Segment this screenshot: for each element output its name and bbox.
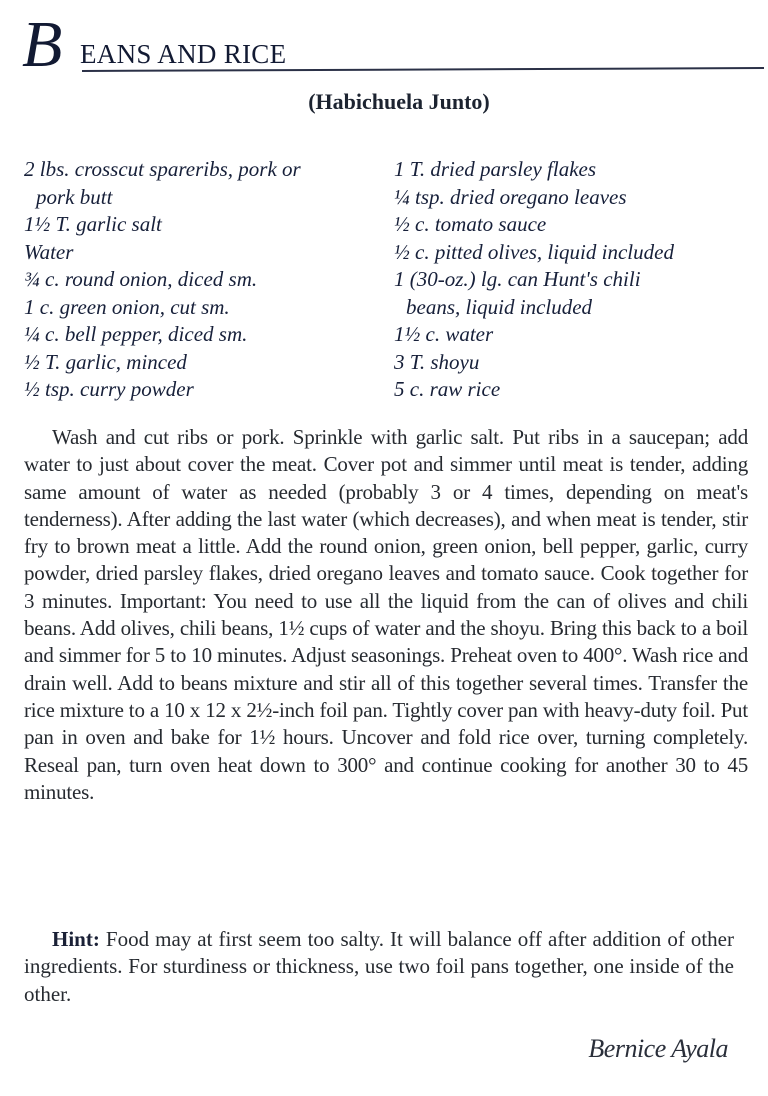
title-text: EANS AND RICE [80, 39, 287, 69]
ingredient-item: 1 T. dried parsley flakes [394, 157, 597, 181]
ingredient-item: ½ c. tomato sauce [394, 212, 547, 236]
ingredient-item: ¼ tsp. dried oregano leaves [394, 184, 627, 209]
ingredient-continuation: beans, liquid included [406, 294, 593, 319]
hint-text: Food may at first seem too salty. It will balance off after addition of other ingredients. For sturdiness or thickness, use two foil pans together, one inside of the other. [24, 927, 734, 1006]
ingredients-column-left [24, 156, 374, 404]
instructions-paragraph: Wash and cut ribs or pork. Sprinkle with garlic salt. Put ribs in a saucepan; add water to just about cover the meat. Cover pot and simmer until meat is tender, adding same amount of water as needed (probably 3 or 4 times, depending on meat's tenderness). After adding the last water (which decreases), and when meat is tender, stir fry to brown meat a little. Add the round onion, green onion, bell pepper, garlic, curry powder, dried parsley flakes, dried oregano leaves and tomato sauce. Cook together for 3 minutes. Important: You need to use all the liquid from the can of olives and chili beans. Add olives, chili beans, 1½ cups of water and the shoyu. Bring this back to a boil and simmer for 5 to 10 minutes. Adjust seasonings. Preheat oven to 400°. Wash rice and drain well. Add to beans mixture and stir all of this together several times. Transfer the rice mixture to a 10 x 12 x 2½-inch foil pan. Tightly cover pan with heavy-duty foil. Put pan in oven and bake for 1½ hours. Uncover and fold rice over, turning completely. Reseal pan, turn oven heat down to 300° and continue cooking for another 30 to 45 minutes. [24, 425, 748, 804]
ingredient-item: ¼ c. bell pepper, diced sm. [24, 322, 248, 346]
ingredient-item: 1 c. green onion, cut sm. [24, 294, 230, 319]
ingredient-item: ½ c. pitted olives, liquid included [394, 239, 674, 264]
author-signature: Bernice Ayala [588, 1034, 728, 1063]
ingredient-item: 1 (30-oz.) lg. can Hunt's chili [394, 267, 641, 291]
ingredient-item: ½ tsp. curry powder [24, 377, 194, 401]
ingredients-column-right [394, 156, 766, 404]
title-initial: B [22, 8, 61, 81]
hint-paragraph [24, 926, 734, 1008]
hint-label: Hint: [52, 927, 100, 951]
ingredient-item: Water [24, 239, 74, 264]
ingredient-item: 2 lbs. crosscut spareribs, pork or [24, 157, 301, 181]
ingredient-continuation: pork butt [36, 184, 113, 209]
ingredient-item: ¾ c. round onion, diced sm. [24, 267, 258, 291]
recipe-subtitle: (Habichuela Junto) [308, 89, 490, 114]
ingredient-item: ½ T. garlic, minced [24, 349, 187, 374]
ingredient-item: 1½ c. water [394, 322, 494, 346]
ingredient-item: 1½ T. garlic salt [24, 212, 162, 236]
ingredient-item: 3 T. shoyu [394, 349, 480, 374]
recipe-title [22, 8, 764, 81]
ingredient-item: 5 c. raw rice [394, 377, 501, 401]
